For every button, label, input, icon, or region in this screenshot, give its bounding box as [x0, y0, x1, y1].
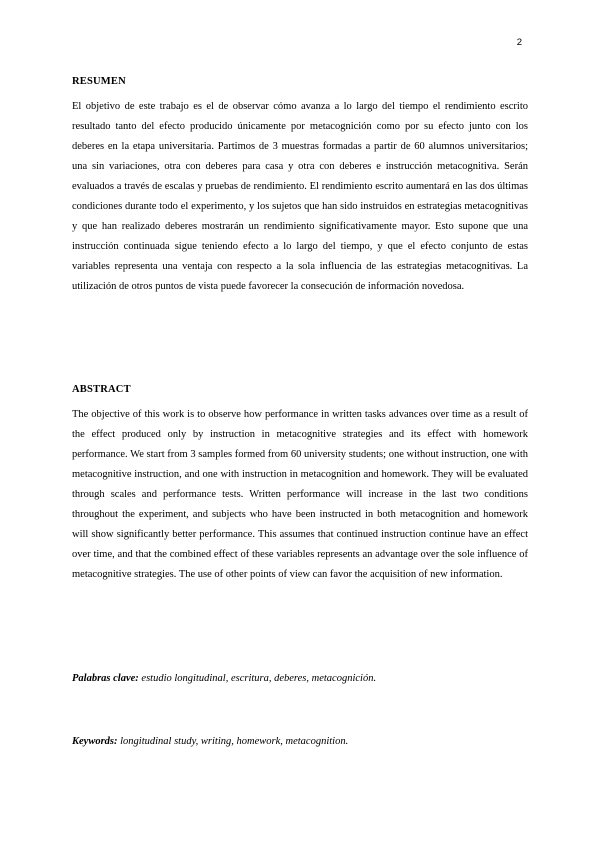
resumen-heading: RESUMEN: [72, 76, 126, 87]
palabras-clave-label: Palabras clave:: [72, 673, 139, 684]
abstract-paragraph: The objective of this work is to observe how performance in written tasks advances over time as a result of the effect produced only by instruction in metacognitive strategies and its effect with homework performance. We start from 3 samples formed from 60 university students; one without instruction, one with metacognitive instruction, and one with instruction in metacognition and homework. They will be evaluated through scales and performance tests. Written performance will increase in the last two conditions throughout the experiment, and subjects who have been instructed in both metacognition and homework will show significantly better performance. This assumes that continued instruction continue have an effect over time, and that the combined effect of these variables represents an advantage over the sole influence of metacognitive strategies. The use of other points of view can favor the acquisition of new information.: [72, 409, 528, 580]
keywords-label: Keywords:: [72, 736, 118, 747]
palabras-clave-value: estudio longitudinal, escritura, deberes, metacognición.: [141, 673, 377, 684]
palabras-clave: [72, 673, 528, 684]
keywords: [72, 736, 528, 747]
resumen-paragraph: El objetivo de este trabajo es el de observar cómo avanza a lo largo del tiempo el rendimiento escrito resultado tanto del efecto producido únicamente por metacognición como por su efecto junto con los deberes en la etapa universitaria. Partimos de 3 muestras formadas a partir de 60 alumnos universitarios; una sin variaciones, otra con deberes para casa y otra con deberes e instrucción metacognitiva. Serán evaluados a través de escalas y pruebas de rendimiento. El rendimiento escrito aumentará en las dos últimas condiciones durante todo el experimento, y los sujetos que han sido instruidos en estrategias metacognitivas y que han realizado deberes mostrarán un rendimiento significativamente mayor. Esto supone que una instrucción continuada sigue teniendo efecto a lo largo del tiempo, y que el efecto conjunto de estas variables representa una ventaja con respecto a la sola influencia de las estrategias metacognitivas. La utilización de otros puntos de vista puede favorecer la consecución de información novedosa.: [72, 101, 528, 292]
abstract-heading: ABSTRACT: [72, 384, 131, 395]
page-number: 2: [516, 37, 522, 48]
keywords-value: longitudinal study, writing, homework, metacognition.: [120, 736, 349, 747]
